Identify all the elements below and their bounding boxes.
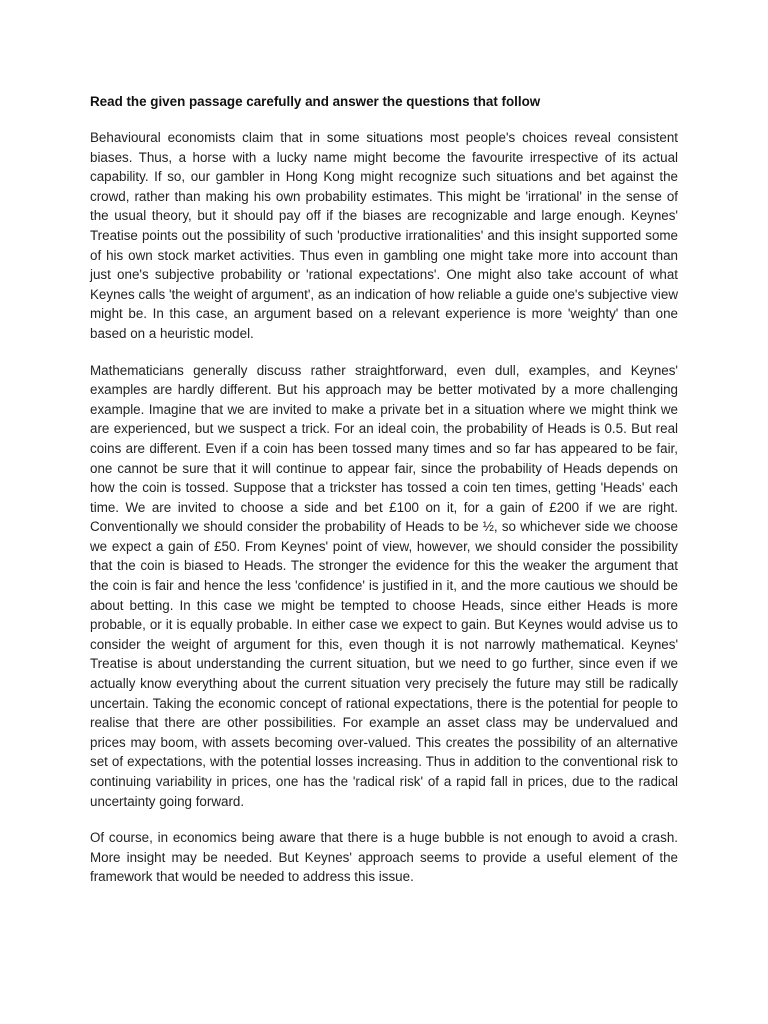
document-page <box>90 92 678 904</box>
paragraph-mathematicians: Mathematicians generally discuss rather straightforward, even dull, examples, and Keynes' examples are hardly different. But his approach may be better motivated by a more challenging example. Imagine that we are invited to make a private bet in a situation where we might think we are experienced, but we suspect a trick. For an ideal coin, the probability of Heads is 0.5. But real coins are different. Even if a coin has been tossed many times and so far has appeared to be fair, one cannot be sure that it will continue to appear fair, since the probability of Heads depends on how the coin is tossed. Suppose that a trickster has tossed a coin ten times, getting 'Heads' each time. We are invited to choose a side and bet £100 on it, for a gain of £200 if we are right. Conventionally we should consider the probability of Heads to be ½, so whichever side we choose we expect a gain of £50. From Keynes' point of view, however, we should consider the possibility that the coin is biased to Heads. The stronger the evidence for this the weaker the argument that the coin is fair and hence the less 'confidence' is justified in it, and the more cautious we should be about betting. In this case we might be tempted to choose Heads, since either Heads is more probable, or it is equally probable. In either case we expect to gain. But Keynes would advise us to consider the weight of argument for this, even though it is not narrowly mathematical. Keynes' Treatise is about understanding the current situation, but we need to go further, since even if we actually know everything about the current situation very precisely the future may still be radically uncertain. Taking the economic concept of rational expectations, there is the potential for people to realise that there are other possibilities. For example an asset class may be undervalued and prices may boom, with assets becoming over-valued. This creates the possibility of an alternative set of expectations, with the potential losses increasing. Thus in addition to the conventional risk to continuing variability in prices, one has the 'radical risk' of a rapid fall in prices, due to the radical uncertainty going forward. <box>90 362 678 809</box>
paragraph-behavioural-economists: Behavioural economists claim that in some situations most people's choices reveal consistent biases. Thus, a horse with a lucky name might become the favourite irrespective of its actual capability. If so, our gambler in Hong Kong might recognize such situations and bet against the crowd, rather than making his own probability estimates. This might be 'irrational' in the sense of the usual theory, but it should pay off if the biases are recognizable and large enough. Keynes' Treatise points out the possibility of such 'productive irrationalities' and this insight supported some of his own stock market activities. Thus even in gambling one might take more into account than just one's subjective probability or 'rational expectations'. One might also take account of what Keynes calls 'the weight of argument', as an indication of how reliable a guide one's subjective view might be. In this case, an argument based on a relevant experience is more 'weighty' than one based on a heuristic model. <box>90 130 678 341</box>
passage-heading: Read the given passage carefully and answer the questions that follow <box>90 94 541 109</box>
paragraph-of-course: Of course, in economics being aware that there is a huge bubble is not enough to avoid a crash. More insight may be needed. But Keynes' approach seems to provide a useful element of the framework that would be needed to address this issue. <box>90 830 678 885</box>
